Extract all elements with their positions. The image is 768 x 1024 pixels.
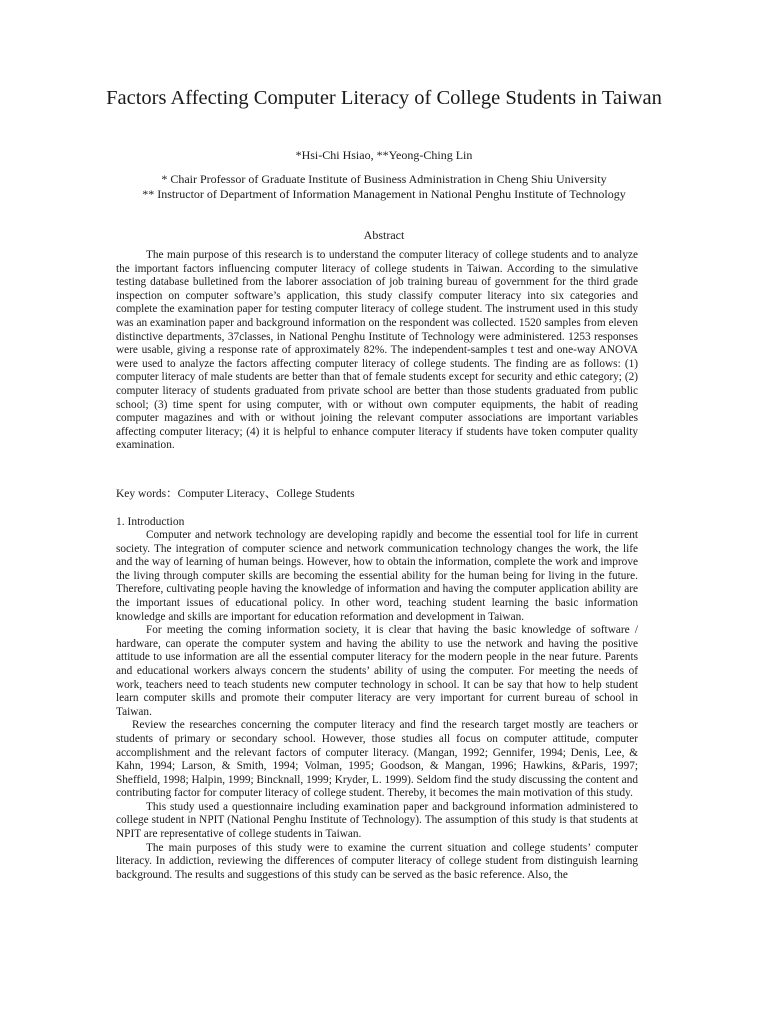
author-line: *Hsi-Chi Hsiao, **Yeong-Ching Lin <box>295 148 473 162</box>
intro-paragraph-4: This study used a questionnaire including examination paper and background information administered to college student in NPIT (National Penghu Institute of Technology). The assumption of this study is that students at NPIT are representative of college students in Taiwan. <box>116 800 638 841</box>
intro-paragraph-2: For meeting the coming information society, it is clear that having the basic knowledge of software / hardware, can operate the computer system and having the ability to use the network and having the positive attitude to use information are all the essential computer literacy for the modern people in the near future. Parents and educational workers always concern the students’ ability of using the computer. For meeting the needs of work, teachers need to teach students new computer technology in school. It can be say that how to help student learn computer skills and promote their computer literacy are very important for current bureau of school in Taiwan. <box>116 624 638 718</box>
paper-title: Factors Affecting Computer Literacy of College Students in Taiwan <box>106 87 662 109</box>
intro-paragraph-5: The main purposes of this study were to examine the current situation and college students’ computer literacy. In addiction, reviewing the differences of computer literacy of college student from distinguish learning background. The results and suggestions of this study can be served as the basic reference. Also, the <box>116 841 638 881</box>
affiliation-2: ** Instructor of Department of Information Management in National Penghu Institute of Technology <box>142 187 626 201</box>
affiliations <box>0 172 768 202</box>
affiliation-1: * Chair Professor of Graduate Institute of Business Administration in Cheng Shiu University <box>161 172 607 186</box>
intro-paragraph-1: Computer and network technology are developing rapidly and become the essential tool for life in current society. The integration of computer science and network communication technology changes the work, the life and the way of learning of human beings. However, how to obtain the information, complete the work and improve the living through computer skills are becoming the essential ability for the human being for living in the future. Therefore, cultivating people having the knowledge of information and having the computer application ability are the important issues of educational policy. In other word, teaching student learning the basic information knowledge and skills are important for education reformation and development in Taiwan. <box>116 529 638 623</box>
section-heading-introduction: 1. Introduction <box>116 516 185 528</box>
abstract-body: The main purpose of this research is to understand the computer literacy of college students and to analyze the important factors influencing computer literacy of college students in Taiwan. According to the simulative testing database bulletined from the laborer association of job training bureau of government for the third grade inspection on computer software’s application, this study classify computer literacy into six categories and complete the examination paper for testing computer literacy of college student. The instrument used in this study was an examination paper and background information on the respondent was collected. 1520 samples from eleven distinctive departments, 37classes, in National Penghu Institute of Technology were administered. 1253 responses were usable, giving a response rate of approximately 82%. The independent-samples t test and one-way ANOVA were used to analyze the factors affecting computer literacy of college students. The finding are as follows: (1) computer literacy of male students are better than that of female students except for security and ethic category; (2) computer literacy of students graduated from private school are better than those students graduated from public school; (3) time spent for using computer, with or without own computer equipments, the habit of reading computer magazines and with or without joining the relevant computer associations are important variables affecting computer literacy; (4) it is helpful to enhance computer literacy if students have token computer quality examination. <box>116 249 638 452</box>
keywords: Key words：Computer Literacy、College Students <box>116 488 355 500</box>
introduction-body <box>116 529 638 882</box>
abstract-heading: Abstract <box>363 228 405 242</box>
intro-paragraph-3: Review the researches concerning the computer literacy and find the research target mostly are teachers or students of primary or secondary school. However, those studies all focus on computer attitude, computer accomplishment and the relevant factors of computer literacy. (Mangan, 1992; Gennifer, 1994; Denis, Lee, & Kahn, 1994; Larson, & Smith, 1994; Volman, 1995; Goodson, & Mangan, 1996; Hawkins, &Paris, 1997; Sheffield, 1998; Halpin, 1999; Bincknall, 1999; Kryder, L. 1999). Seldom find the study discussing the content and contributing factor for computer literacy of college student. Thereby, it becomes the main motivation of this study. <box>116 719 638 800</box>
